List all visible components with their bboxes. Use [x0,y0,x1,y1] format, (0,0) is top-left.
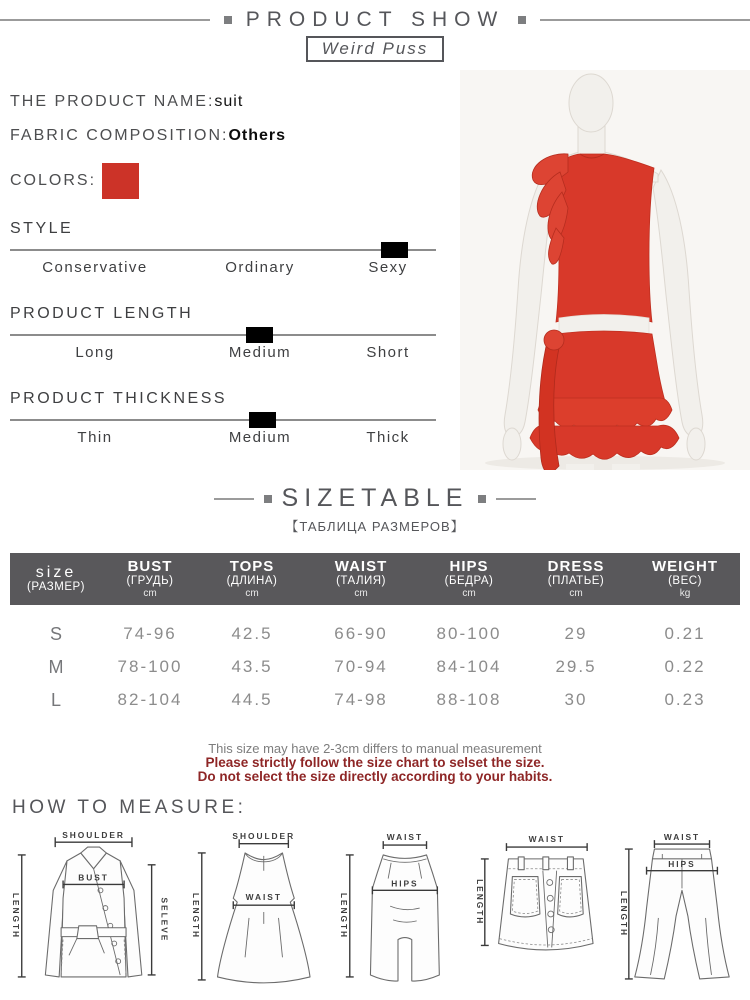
size-table [10,553,740,715]
sizetable-header [0,484,750,535]
measure-diagrams [0,828,750,1000]
svg-text:SHOULDER: SHOULDER [62,830,125,841]
product-photo [460,70,750,470]
svg-text:LENGTH: LENGTH [338,892,349,940]
svg-text:SHOULDER: SHOULDER [232,831,296,842]
thickness-option-medium: Medium [228,429,292,446]
table-row-s: S 74-96 42.5 66-90 80-100 29 0.21 [49,623,706,644]
style-slider [10,249,436,251]
attribute-length-title: PRODUCT LENGTH [10,305,194,322]
attribute-style-title: STYLE [10,220,74,237]
col-header-tops: TOPS (ДЛИНА) cm [226,558,278,599]
length-slider-marker [246,327,273,343]
style-option-conservative: Conservative [42,259,148,276]
svg-text:WAIST: WAIST [663,832,701,843]
sizetable-subtitle: 【ТАБЛИЦА РАЗМЕРОВ】 [285,519,465,534]
measure-diagram-button-skirt [473,828,619,998]
length-option-medium: Medium [228,344,292,361]
style-option-sexy: Sexy [368,259,408,276]
product-name-value: suit [214,93,244,110]
size-table-header-row [10,553,740,605]
product-name-label: THE PRODUCT NAME: [10,93,215,110]
col-header-bust: BUST (ГРУДЬ) cm [126,558,174,599]
product-name-row [10,92,438,112]
page-title: PRODUCT SHOW [245,8,505,31]
col-header-hips: HIPS (БЕДРА) cm [444,558,494,599]
square-bullet-icon [264,495,272,503]
svg-text:LENGTH: LENGTH [619,890,629,938]
fabric-row [10,126,438,146]
svg-text:LENGTH: LENGTH [475,879,486,926]
col-header-waist: WAIST (ТАЛИЯ) cm [334,558,388,599]
thickness-option-thin: Thin [77,429,113,446]
colors-label: COLORS: [10,172,97,189]
red-suit-mannequin-image [460,70,750,470]
style-option-ordinary: Ordinary [225,259,295,276]
attribute-length [10,304,438,361]
length-slider [10,334,436,336]
decor-line-left [214,498,254,500]
measure-diagram-jacket [6,828,188,998]
measure-diagram-pants [619,828,744,998]
square-bullet-icon [224,16,232,24]
svg-text:SELEVE: SELEVE [159,897,170,943]
size-warning-2: Do not select the size directly according to your habits. [197,769,553,784]
svg-text:WAIST: WAIST [529,834,566,845]
thickness-slider-marker [249,412,276,428]
svg-text:HIPS: HIPS [390,878,419,889]
decor-line-left [0,19,210,21]
page-header [0,8,750,62]
measure-diagram-dress [188,828,336,998]
colors-row [10,163,438,199]
brand-badge: Weird Puss [306,36,445,62]
col-header-weight: WEIGHT (ВЕС) kg [652,558,718,599]
sizetable-title: SIZETABLE [281,484,469,512]
measure-tolerance-note: This size may have 2-3cm differs to manual measurement [208,741,542,756]
fabric-value: Others [228,127,287,144]
color-swatch-red[interactable] [102,163,139,199]
col-header-size: size (РАЗМЕР) [27,564,85,593]
decor-line-right [540,19,750,21]
product-info-panel [10,92,438,446]
decor-line-right [496,498,536,500]
size-notes [0,741,750,784]
attribute-style [10,219,438,276]
size-warning-1: Please strictly follow the size chart to selset the size. [205,755,545,770]
svg-text:LENGTH: LENGTH [10,892,21,940]
svg-text:LENGTH: LENGTH [190,892,201,940]
square-bullet-icon [518,16,526,24]
attribute-thickness [10,389,438,446]
svg-text:BUST: BUST [78,872,109,883]
table-row-l: L 82-104 44.5 74-98 88-108 30 0.23 [50,689,706,710]
length-option-long: Long [75,344,115,361]
attribute-thickness-title: PRODUCT THICKNESS [10,390,228,407]
svg-text:WAIST: WAIST [245,892,282,903]
length-option-short: Short [366,344,410,361]
how-to-measure-title: HOW TO MEASURE: [12,797,247,818]
table-row-m: M 78-100 43.5 70-94 84-104 29.5 0.22 [48,656,706,677]
thickness-slider [10,419,436,421]
measure-diagram-pencil-skirt [336,828,474,998]
fabric-label: FABRIC COMPOSITION: [10,127,229,144]
svg-text:WAIST: WAIST [386,832,423,843]
square-bullet-icon [478,495,486,503]
svg-text:HIPS: HIPS [668,858,696,869]
col-header-dress: DRESS (ПЛАТЬЕ) cm [547,558,605,599]
style-slider-marker [381,242,408,258]
thickness-option-thick: Thick [366,429,410,446]
